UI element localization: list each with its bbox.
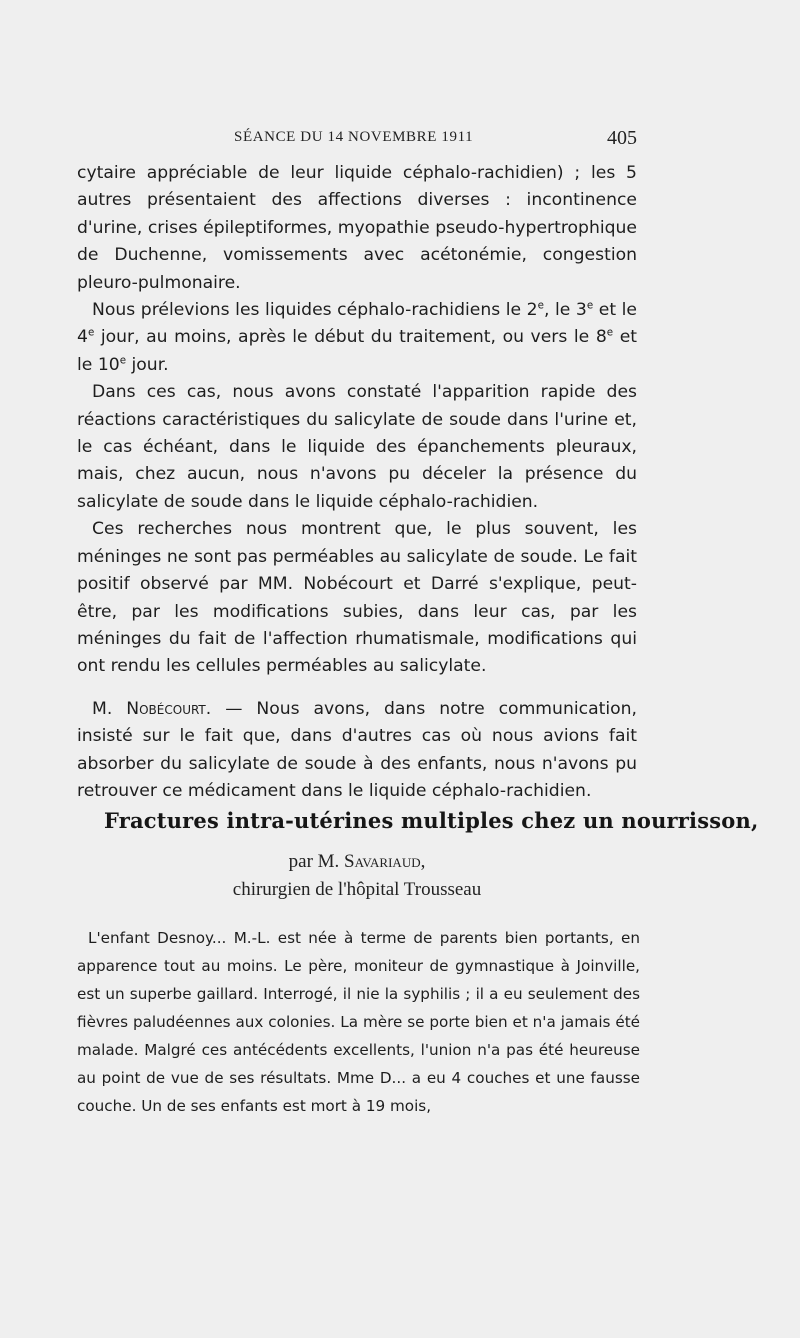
byline	[77, 848, 637, 904]
running-head: SÉANCE DU 14 NOVEMBRE 1911	[234, 129, 474, 145]
reply-paragraph	[77, 696, 637, 806]
paragraph: Dans ces cas, nous avons constaté l'apparition rapide des réactions caractéristiques du salicylate de soude dans l'urine et, le cas échéant, dans le liquide des épanchements pleuraux, mais, chez aucun, nous n'avons pu déceler la présence du salicylate de soude dans le liquide céphalo-rachidien.	[77, 382, 637, 512]
byline-prefix: par M.	[288, 851, 345, 872]
reply-text: — Nous avons, dans notre communication, insisté sur le fait que, dans d'autres cas où nous avions fait absorber du salicylate de soude à des enfants, nous n'avons pu retrouver ce médicament dans le liquide céphalo-rachidien.	[77, 698, 637, 801]
author-affiliation: chirurgien de l'hôpital Trousseau	[232, 879, 482, 900]
paragraph: cytaire appréciable de leur liquide céphalo-rachidien) ; les 5 autres présentaient des affections diverses : incontinence d'urine, crises épileptiformes, myopathie pseudo-hypertrophique de Duchenne, vomissements avec acétonémie, congestion pleuro-pulmonaire.	[77, 163, 637, 293]
page-number: 405	[607, 127, 637, 149]
discussion-section	[77, 160, 637, 805]
author-line	[77, 848, 637, 876]
page-header	[77, 127, 637, 153]
article-body	[77, 924, 640, 1120]
paragraph: Nous prélevions les liquides céphalo-rachidiens le 2e, le 3e et le 4e jour, au moins, après le début du traitement, ou vers le 8e et le 10e jour.	[77, 299, 638, 375]
paragraph: L'enfant Desnoy... M.-L. est née à terme de parents bien portants, en apparence tout au moins. Le père, moniteur de gymnastique à Joinville, est un superbe gaillard. Interrogé, il nie la syphilis ; il a eu seulement des fièvres paludéennes aux colonies. La mère se porte bien et n'a jamais été malade. Malgré ces antécédents excellents, l'union n'a pas été heureuse au point de vue de ses résultats. Mme D... a eu 4 couches et une fausse couche. Un de ses enfants est mort à 19 mois,	[77, 929, 640, 1115]
paragraph: Ces recherches nous montrent que, le plus souvent, les méninges ne sont pas perméables au salicylate de soude. Le fait positif observé par MM. Nobécourt et Darré s'explique, peut-être, par les modifications subies, dans leur cas, par les méninges du fait de l'affection rhumatismale, modifications qui ont rendu les cellules perméables au salicylate.	[77, 519, 637, 677]
author-name: Savariaud,	[344, 851, 426, 872]
speaker-name: M. Nobécourt.	[92, 698, 212, 719]
article-title: Fractures intra-utérines multiples chez un nourrisson,	[104, 808, 759, 833]
